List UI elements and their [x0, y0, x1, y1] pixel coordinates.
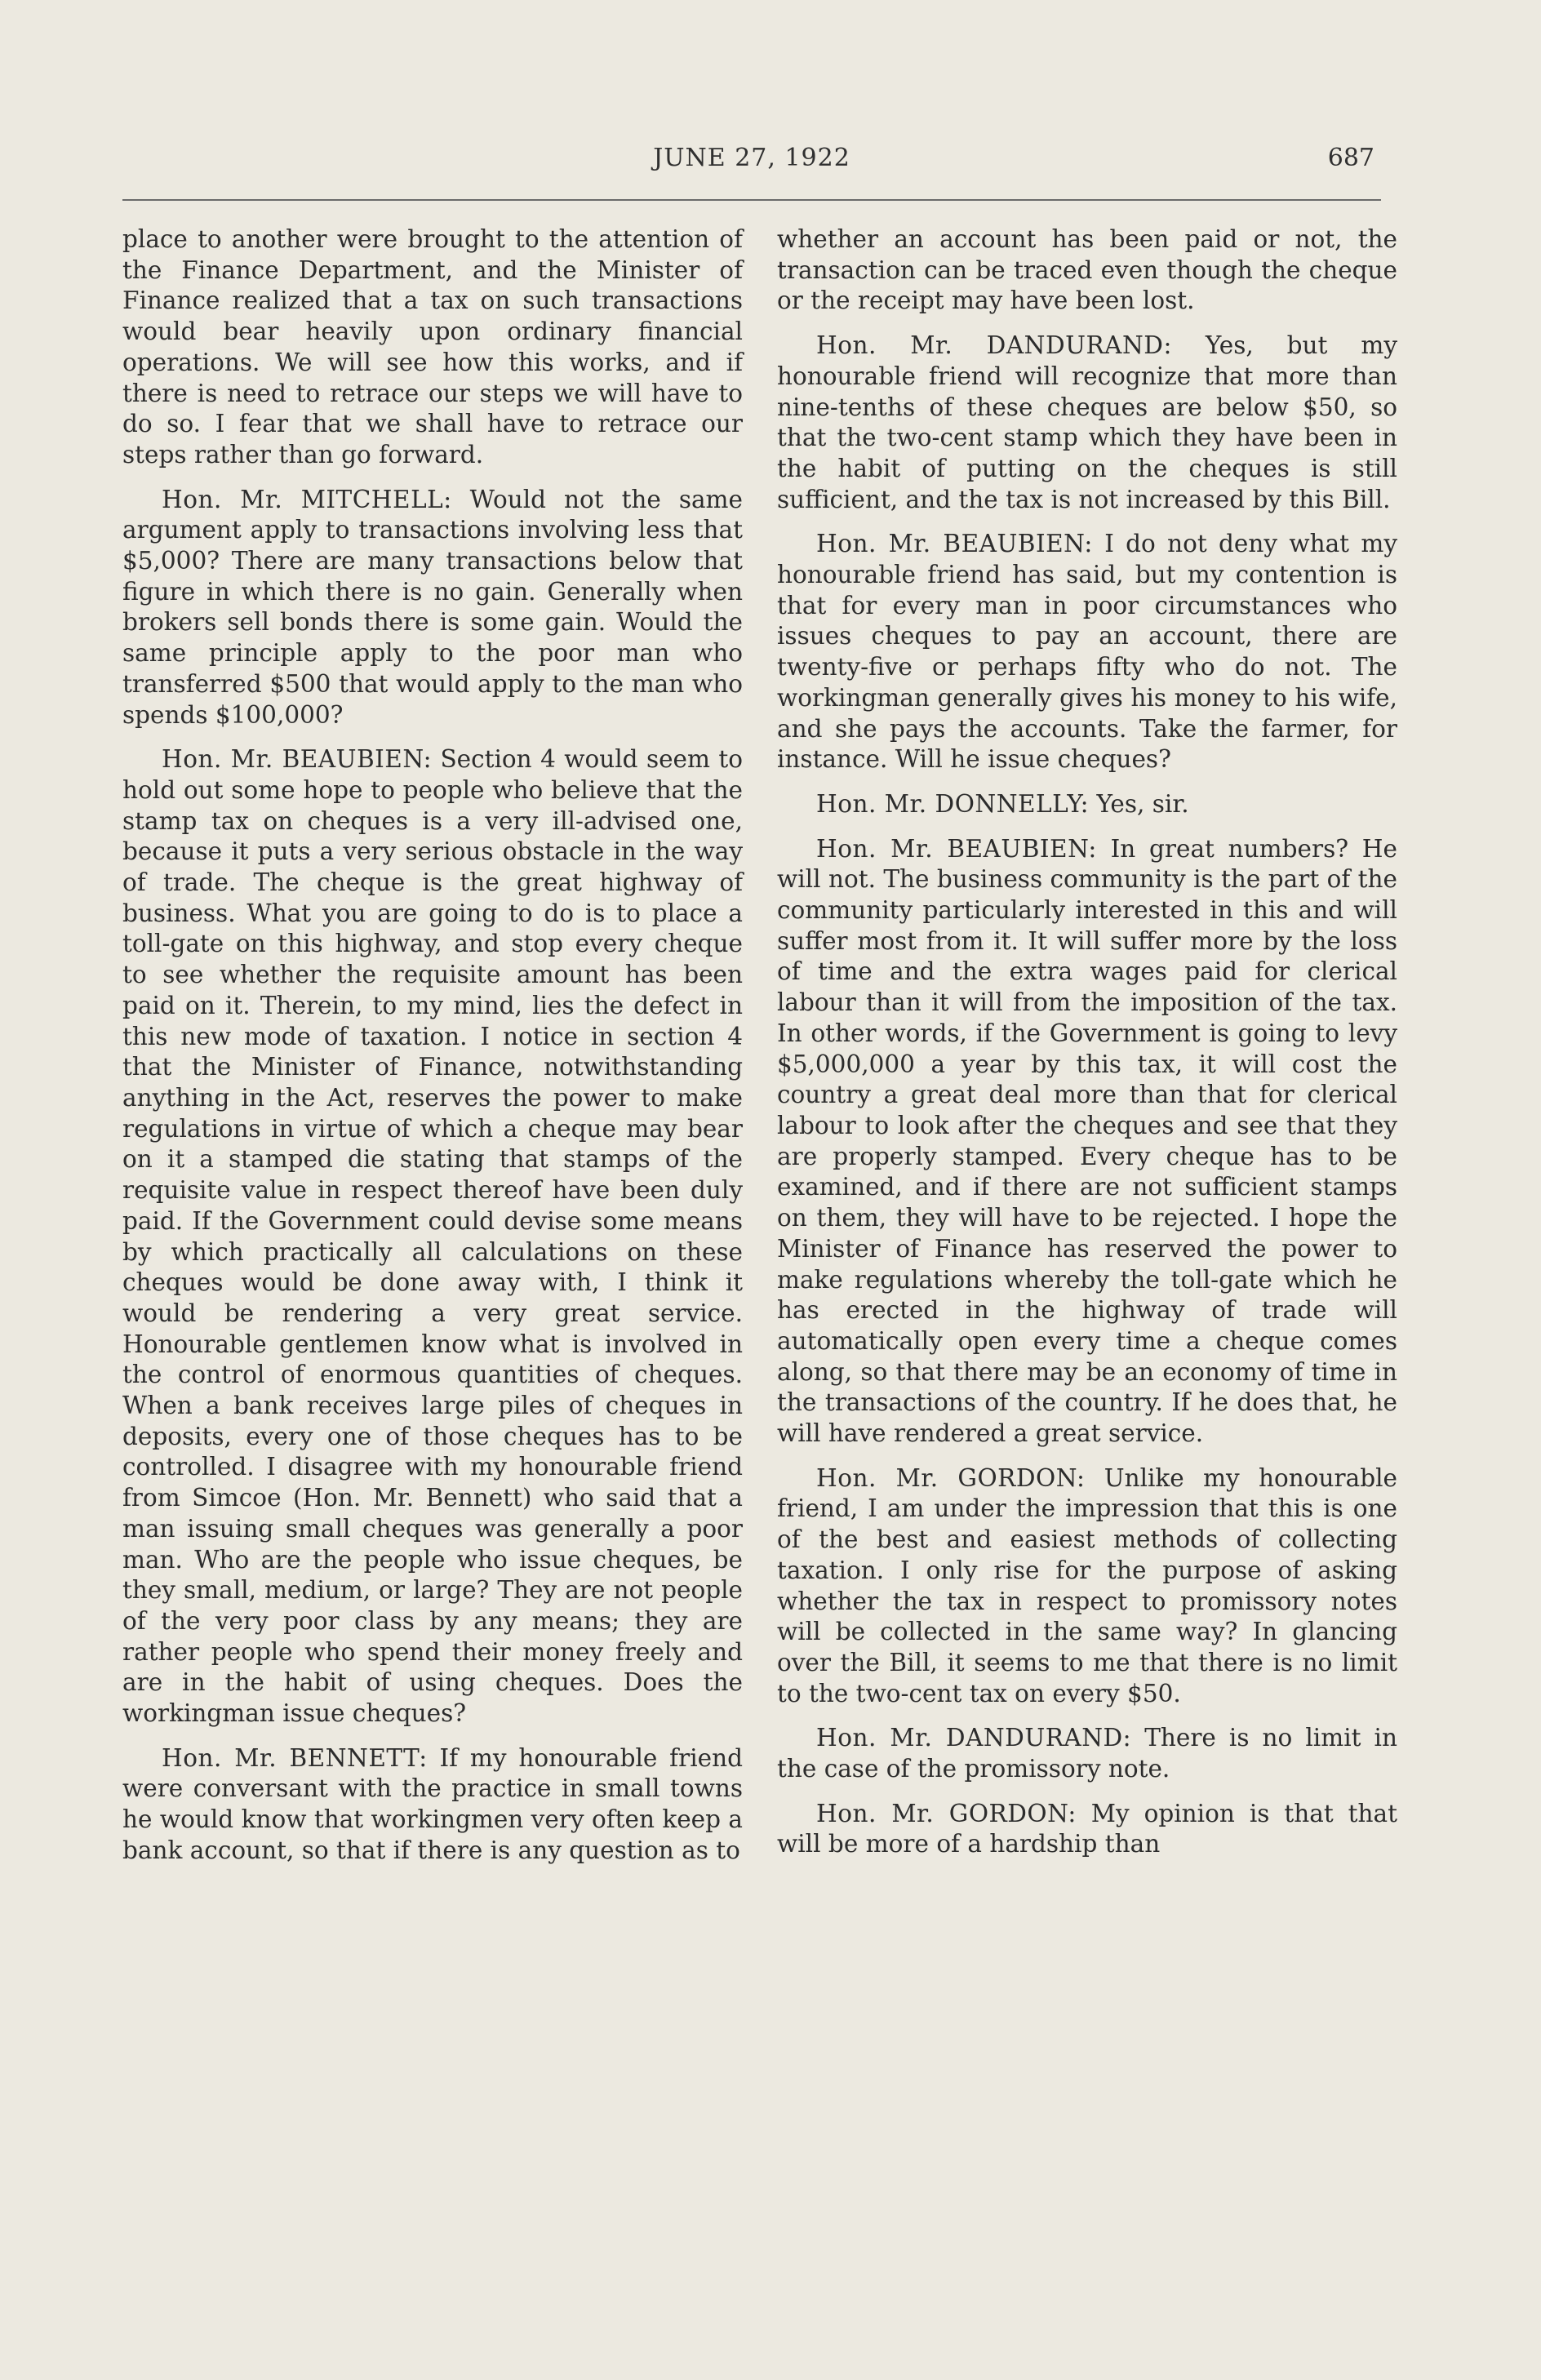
paragraph-text: Yes, but my honourable friend will recognize that more than nine-tenths of these cheques are below $50, so that the two-cent stamp which they have been in the habit of putting on the cheques is still sufficient, and the tax is not increased by this Bill.	[777, 331, 1397, 513]
speaker-name: Hon. Mr. BEAUBIEN:	[816, 530, 1093, 558]
paragraph	[777, 834, 1397, 1450]
paragraph-text: There is no limit in the case of the promissory note.	[777, 1724, 1397, 1783]
speaker-name: Hon. Mr. DANDURAND:	[816, 331, 1172, 360]
paragraph	[777, 224, 1397, 317]
speaker-name: Hon. Mr. GORDON:	[816, 1463, 1086, 1492]
right-column	[777, 224, 1397, 1874]
page-number: 687	[1327, 144, 1374, 172]
speaker-name: Hon. Mr. BEAUBIEN:	[816, 834, 1097, 863]
paragraph	[122, 1743, 743, 1867]
paragraph	[777, 1723, 1397, 1784]
paragraph-text: Would not the same argument apply to transactions involving less that $5,000? There are many transactions below that figure in which there is no gain. Generally when brokers sell bonds there is some gain. Would the same principle apply to the poor man who transferred $500 that would apply to the man who spends $100,000?	[122, 485, 743, 729]
paragraph	[777, 789, 1397, 820]
paragraph-text: whether an account has been paid or not, the transaction can be traced even though the cheque or the receipt may have been lost.	[777, 225, 1397, 315]
speaker-name: Hon. Mr. DONNELLY:	[816, 789, 1090, 818]
speaker-name: Hon. Mr. DANDURAND:	[816, 1724, 1132, 1752]
header-rule	[122, 199, 1381, 201]
paragraph	[777, 331, 1397, 515]
paragraph	[122, 744, 743, 1729]
speaker-name: Hon. Mr. GORDON:	[816, 1799, 1077, 1827]
paragraph	[777, 529, 1397, 775]
speaker-name: Hon. Mr. MITCHELL:	[162, 485, 452, 513]
left-column	[122, 224, 743, 1880]
paragraph-text: Unlike my honourable friend, I am under the impression that this is one of the best and easiest methods of collecting taxation. I only rise for the purpose of asking whether the tax in respect to promissory notes will be collected in the same way? In glancing over the Bill, it seems to me that there is no limit to the two-cent tax on every $50.	[777, 1463, 1397, 1707]
header-date: JUNE 27, 1922	[653, 144, 850, 172]
paragraph-text: If my honourable friend were conversant with the practice in small towns he would know that workingmen very often keep a bank account, so that if there is any question as to	[122, 1743, 743, 1864]
paragraph-text: I do not deny what my honourable friend has said, but my contention is that for every man in poor circumstances who issues cheques to pay an account, there are twenty-five or perhaps fifty who do not. The workingman generally gives his money to his wife, and she pays the accounts. Take the farmer, for instance. Will he issue cheques?	[777, 530, 1397, 774]
paragraph-text: In great numbers? He will not. The business community is the part of the community particularly interested in this and will suffer most from it. It will suffer more by the loss of time and the extra wages paid for clerical labour than it will from the imposition of the tax. In other words, if the Government is going to levy $5,000,000 a year by this tax, it will cost the country a great deal more than that for clerical labour to look after the cheques and see that they are properly stamped. Every cheque has to be examined, and if there are not sufficient stamps on them, they will have to be rejected. I hope the Minister of Finance has reserved the power to make regulations whereby the toll-gate which he has erected in the highway of trade will automatically open every time a cheque comes along, so that there may be an economy of time in the transactions of the country. If he does that, he will have rendered a great service.	[777, 834, 1397, 1448]
paragraph	[777, 1799, 1397, 1860]
paragraph-text: My opinion is that that will be more of a hardship than	[777, 1799, 1397, 1858]
paragraph-text: place to another were brought to the attention of the Finance Department, and the Minister of Finance realized that a tax on such transactions would bear heavily upon ordinary financial operations. We will see how this works, and if there is need to retrace our steps we will have to do so. I fear that we shall have to retrace our steps rather than go forward.	[122, 225, 743, 468]
speaker-name: Hon. Mr. BEAUBIEN:	[162, 745, 433, 774]
page-header	[122, 144, 1381, 193]
paragraph-text: Section 4 would seem to hold out some hope to people who believe that the stamp tax on cheques is a very ill-advised one, because it puts a very serious obstacle in the way of trade. The cheque is the great highway of business. What you are going to do is to place a toll-gate on this highway, and stop every cheque to see whether the requisite amount has been paid on it. Therein, to my mind, lies the defect in this new mode of taxation. I notice in section 4 that the Minister of Finance, notwithstanding anything in the Act, reserves the power to make regulations in virtue of which a cheque may bear on it a stamped die stating that stamps of the requisite value in respect thereof have been duly paid. If the Government could devise some means by which practically all calculations on these cheques would be done away with, I think it would be rendering a very great service. Honourable gentlemen know what is involved in the control of enormous quantities of cheques. When a bank receives large piles of cheques in deposits, every one of those cheques has to be controlled. I disagree with my honourable friend from Simcoe (Hon. Mr. Bennett) who said that a man issuing small cheques was generally a poor man. Who are the people who issue cheques, be they small, medium, or large? They are not people of the very poor class by any means; they are rather people who spend their money freely and are in the habit of using cheques. Does the workingman issue cheques?	[122, 745, 743, 1728]
speaker-name: Hon. Mr. BENNETT:	[162, 1743, 428, 1772]
paragraph-text: Yes, sir.	[1096, 789, 1189, 818]
paragraph	[122, 485, 743, 731]
paragraph	[777, 1463, 1397, 1710]
paragraph	[122, 224, 743, 471]
